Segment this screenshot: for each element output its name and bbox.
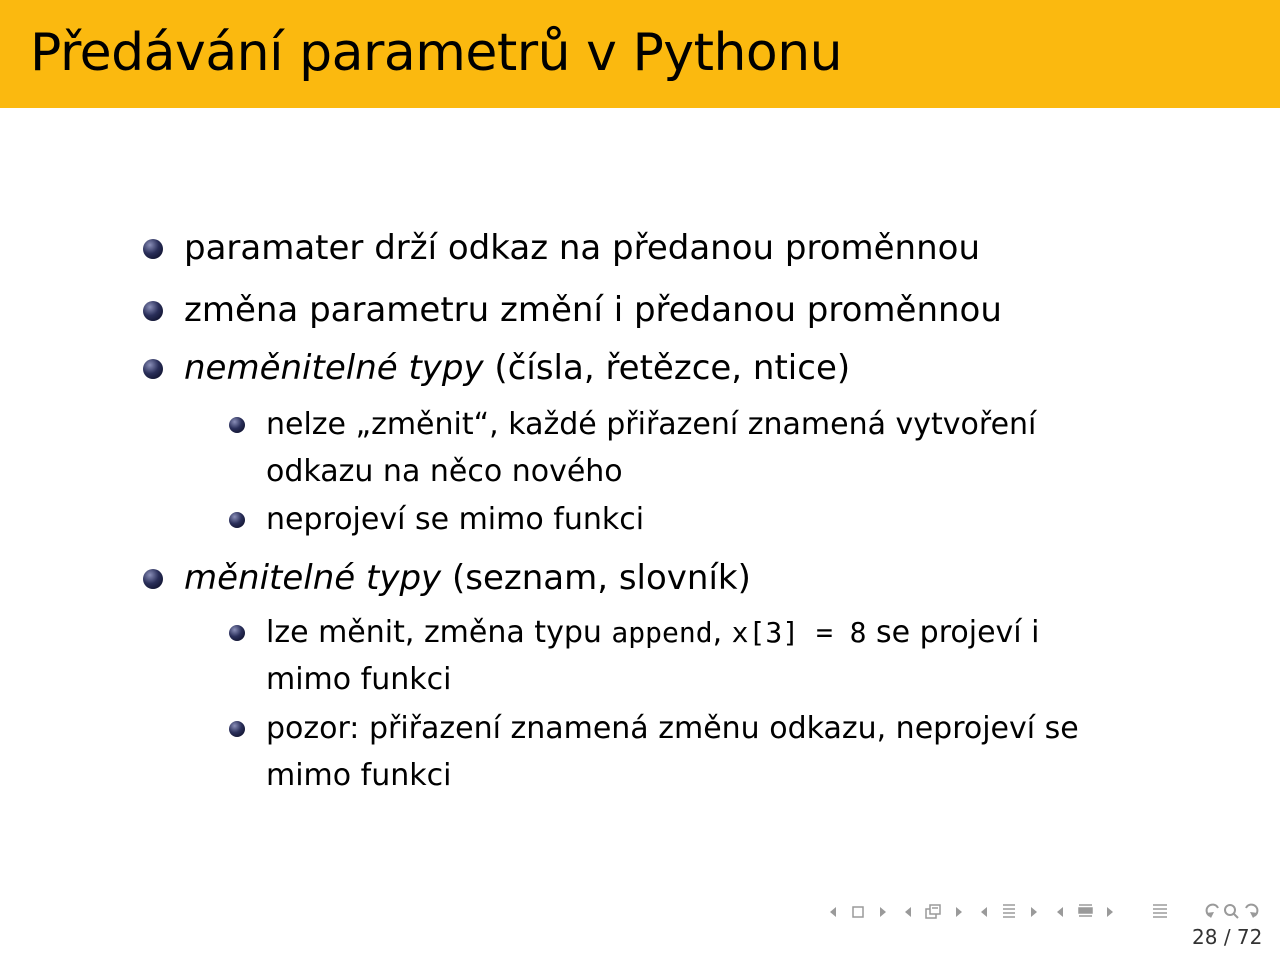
sub-bullet-dot-icon <box>229 625 245 641</box>
search-icon[interactable] <box>1225 905 1238 918</box>
arrow-left-icon[interactable] <box>830 907 836 917</box>
code-assignment: x[3] = 8 <box>731 616 867 649</box>
arrow-left-icon[interactable] <box>1057 907 1063 917</box>
bullet-dot-icon <box>143 359 163 379</box>
sub-bullet-item: pozor: přiřazení znamená změnu odkazu, neprojeví se <box>266 711 1079 746</box>
sub-bullet-item-continuation: odkazu na něco nového <box>266 454 623 489</box>
navigation-icons <box>826 898 1262 926</box>
sub-bullet-item-continuation: mimo funkci <box>266 758 452 793</box>
bullet-item <box>184 548 751 608</box>
bullet-item: změna parametru změní i předanou proměnnou <box>184 290 1002 330</box>
arrow-right-icon[interactable] <box>880 907 886 917</box>
arrow-right-icon[interactable] <box>1107 907 1113 917</box>
undo-icon[interactable] <box>1206 905 1218 918</box>
bullet-text: (čísla, řetězce, ntice) <box>483 348 851 388</box>
page-separator: / <box>1223 925 1231 949</box>
code-append: append <box>611 616 713 649</box>
page-number <box>1192 925 1262 949</box>
slide-title: Předávání parametrů v Pythonu <box>30 23 843 83</box>
bullet-dot-icon <box>143 301 163 321</box>
subsection-icon[interactable] <box>926 905 940 918</box>
arrow-left-icon[interactable] <box>905 907 911 917</box>
sub-bullet-dot-icon <box>229 417 245 433</box>
navigation-bar <box>826 898 1262 926</box>
arrow-right-icon[interactable] <box>1031 907 1037 917</box>
sub-bullet-item: nelze „změnit“, každé přiřazení znamená vytvoření <box>266 407 1037 442</box>
redo-icon[interactable] <box>1246 905 1258 918</box>
title-bar <box>0 0 1280 108</box>
bullet-italic: neměnitelné typy <box>184 348 484 388</box>
sub-bullet-text: se projeví i <box>866 615 1040 650</box>
section-icon[interactable] <box>1079 905 1092 916</box>
page-current: 28 <box>1192 925 1218 949</box>
arrow-right-icon[interactable] <box>956 907 962 917</box>
align-icon[interactable] <box>1153 905 1167 917</box>
section-icon[interactable] <box>1003 905 1015 917</box>
arrow-left-icon[interactable] <box>981 907 987 917</box>
sub-bullet-item: neprojeví se mimo funkci <box>266 502 645 537</box>
sub-bullet-item-continuation: mimo funkci <box>266 662 452 697</box>
bullet-item: paramater drží odkaz na předanou proměnnou <box>184 228 980 268</box>
sub-bullet-dot-icon <box>229 512 245 528</box>
sub-bullet-item <box>266 609 1040 656</box>
sub-bullet-text: lze měnit, změna typu <box>266 615 612 650</box>
bullet-item <box>184 338 850 398</box>
bullet-text: (seznam, slovník) <box>441 558 751 598</box>
bullet-dot-icon <box>143 569 163 589</box>
sub-bullet-text: , <box>712 615 732 650</box>
bullet-dot-icon <box>143 239 163 259</box>
frame-icon[interactable] <box>853 907 863 917</box>
sub-bullet-dot-icon <box>229 721 245 737</box>
bullet-italic: měnitelné typy <box>184 558 442 598</box>
page-total: 72 <box>1236 925 1263 949</box>
